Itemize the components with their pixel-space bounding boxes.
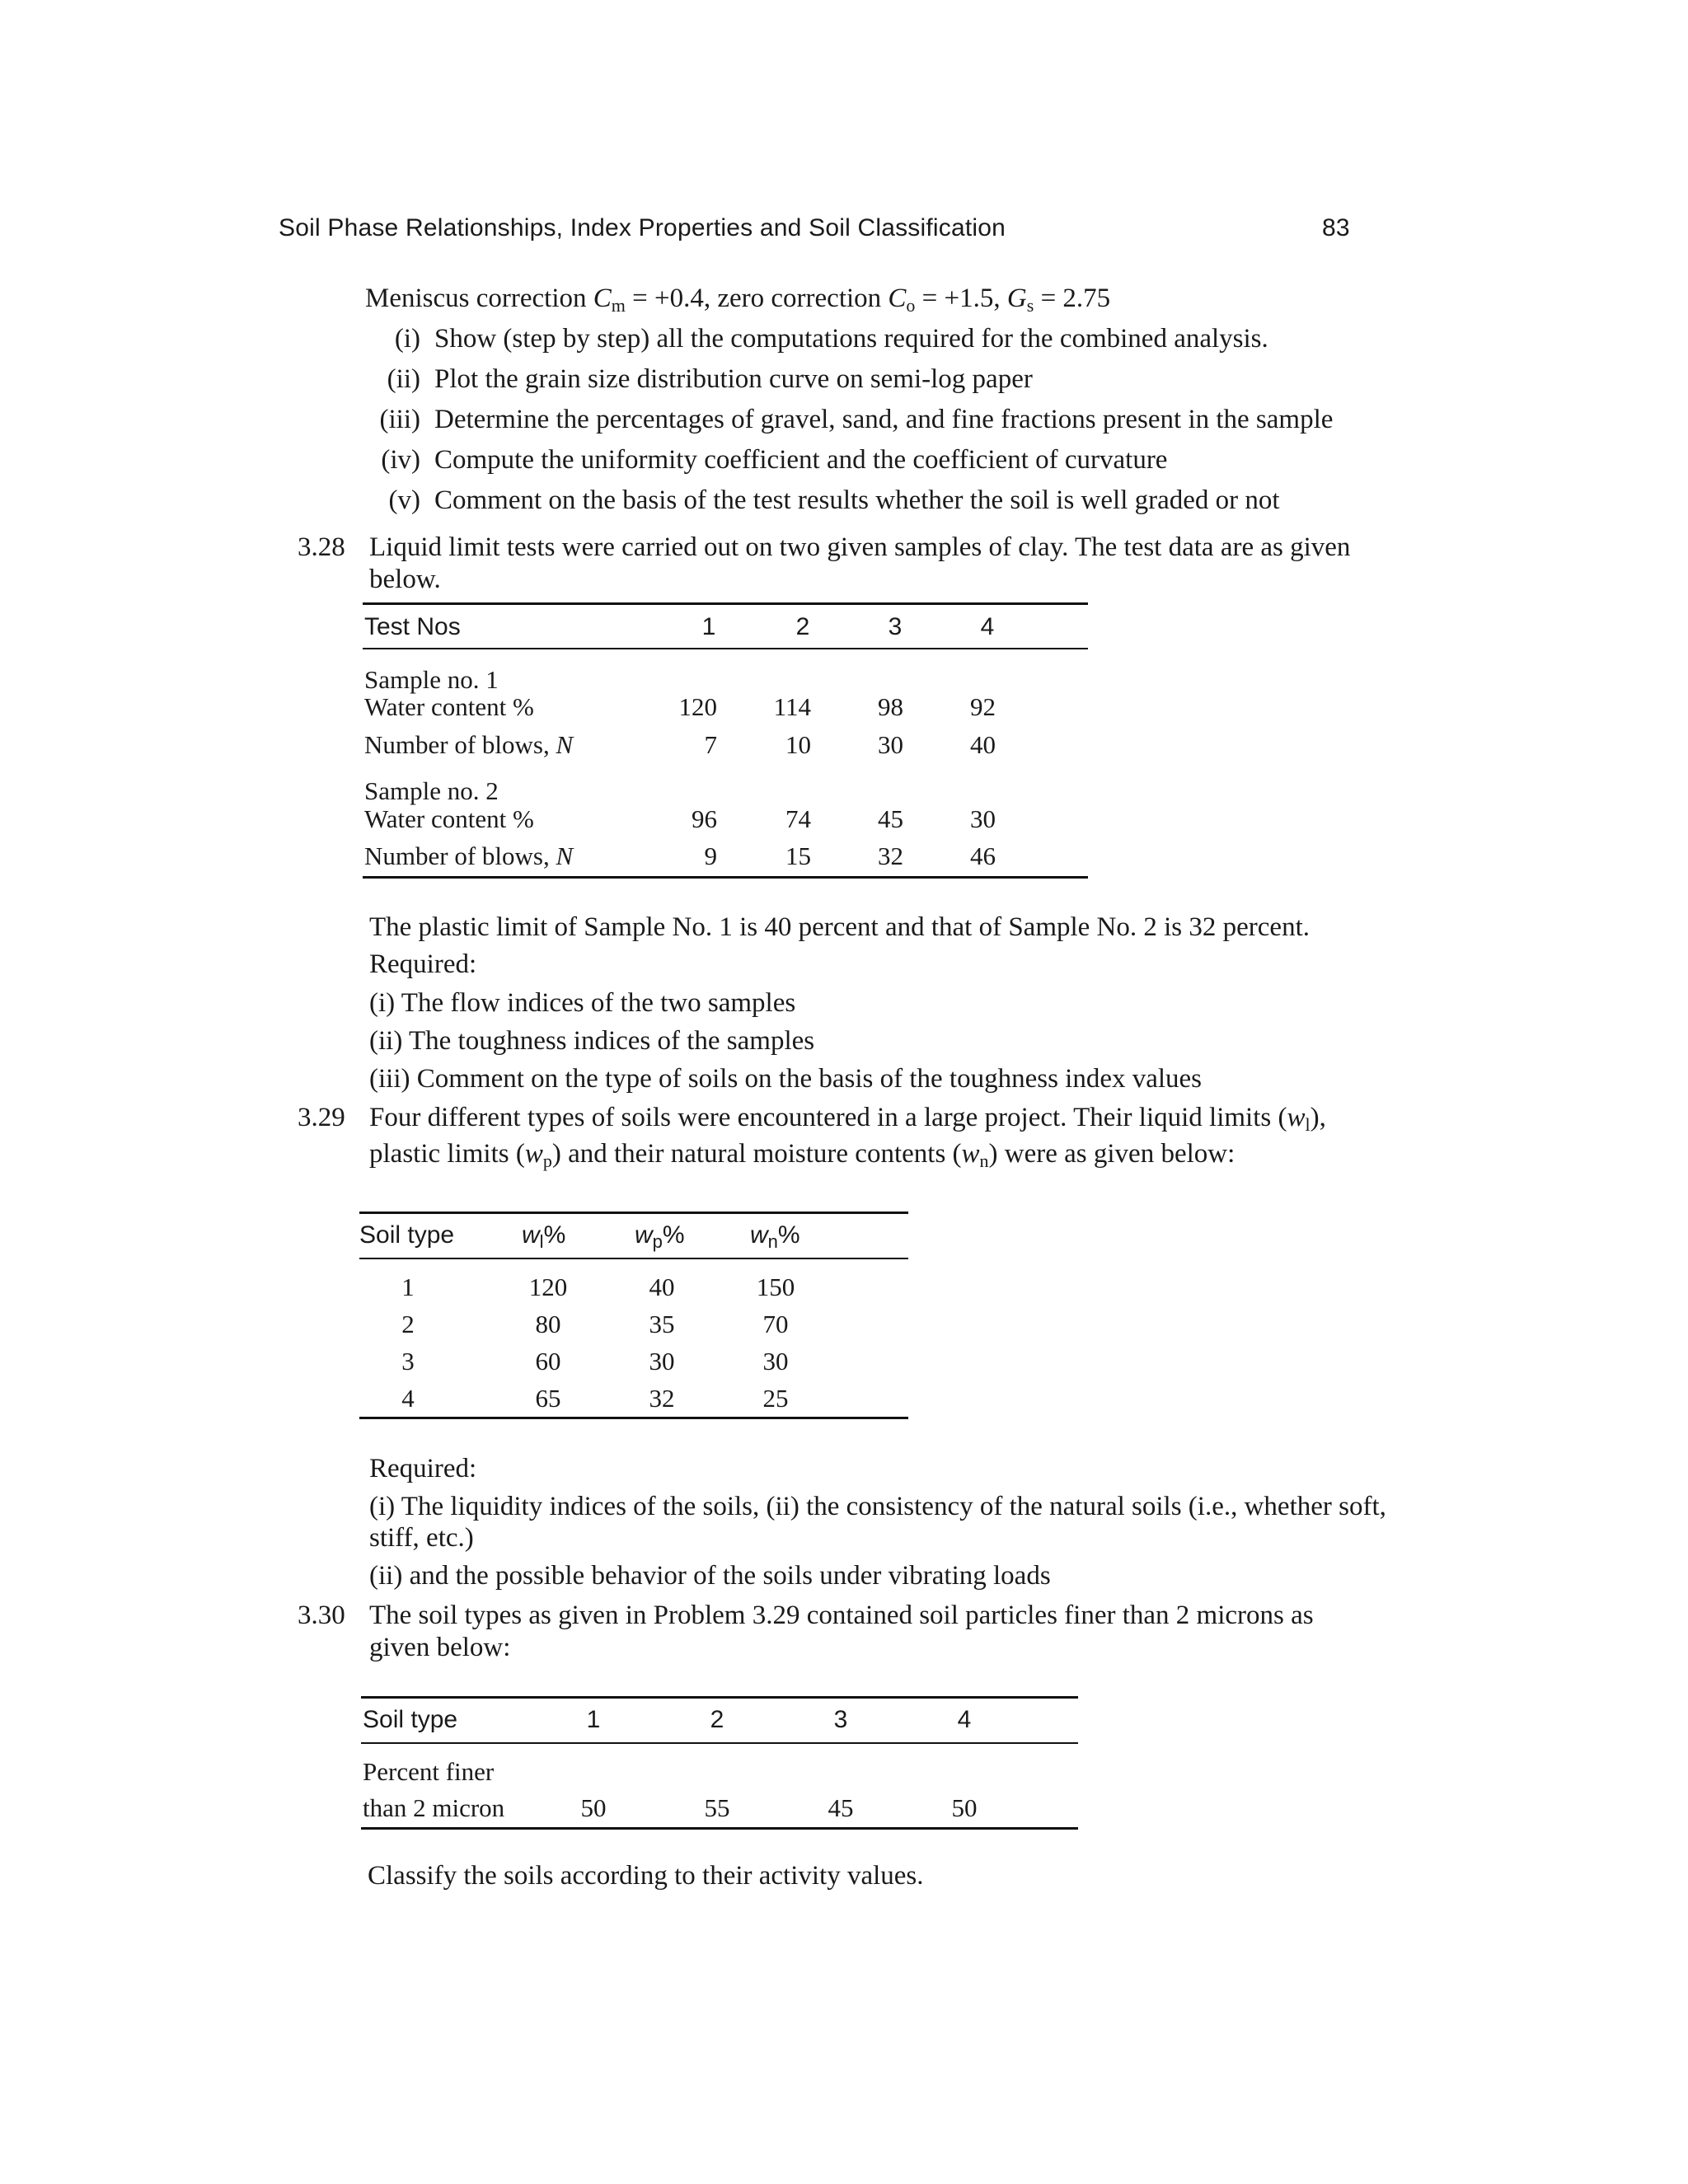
- row-label: than 2 micron: [363, 1793, 505, 1822]
- table-header-cell: 2: [710, 1706, 724, 1733]
- table-cell: 45: [828, 1793, 854, 1822]
- table-header-cell: 4: [980, 613, 995, 640]
- sample-label: Sample no. 2: [364, 776, 499, 805]
- table-cell: 40: [970, 730, 996, 759]
- problem-text-line: given below:: [369, 1633, 511, 1662]
- problem-number: 3.29: [298, 1103, 345, 1132]
- table-header-cell: 1: [586, 1706, 601, 1733]
- wn-subscript: n: [767, 1231, 778, 1252]
- table-bottom-rule: [361, 1827, 1078, 1830]
- text-span: plastic limits (: [369, 1139, 525, 1169]
- cm-variable: C: [593, 284, 612, 313]
- intro-item-number: (ii): [387, 364, 420, 394]
- required-item: (ii) and the possible behavior of the soils under vibrating loads: [369, 1561, 1051, 1591]
- meniscus-text-2: = +0.4, zero correction: [625, 284, 889, 313]
- blows-variable: N: [556, 841, 574, 870]
- problem-text-line: [369, 1141, 1235, 1170]
- table-header-rule: [363, 648, 1088, 649]
- table-cell: 120: [678, 692, 717, 721]
- table-header-cell: 2: [795, 613, 810, 640]
- blows-variable: N: [556, 730, 574, 759]
- row-label: Water content %: [364, 804, 534, 833]
- row-label: [364, 730, 573, 760]
- text-span: ),: [1310, 1103, 1326, 1132]
- table-header-cell: 1: [701, 613, 716, 640]
- intro-item-number: (v): [388, 485, 420, 515]
- table-header-cell: 3: [833, 1706, 848, 1733]
- co-subscript: o: [906, 295, 916, 316]
- table-cell: 30: [970, 804, 996, 833]
- table-cell: 70: [762, 1310, 789, 1338]
- table-cell: 40: [649, 1272, 675, 1301]
- wn-subscript: n: [979, 1151, 989, 1171]
- wl-subscript: l: [1305, 1114, 1311, 1135]
- table-cell: 92: [970, 692, 996, 721]
- table-header-cell: Test Nos: [364, 613, 461, 640]
- table-cell: 60: [535, 1347, 561, 1376]
- page-number: 83: [1322, 214, 1350, 241]
- cm-subscript: m: [611, 295, 626, 316]
- intro-item-number: (iii): [379, 405, 420, 434]
- text-span: Four different types of soils were encountered in a large project. Their liquid limits (: [369, 1103, 1287, 1132]
- required-item: stiff, etc.): [369, 1523, 474, 1553]
- meniscus-text-4: = 2.75: [1034, 284, 1111, 313]
- intro-item-text: Show (step by step) all the computations required for the combined analysis.: [434, 324, 1268, 354]
- gs-variable: G: [1006, 284, 1027, 313]
- table-cell: 7: [704, 730, 717, 759]
- table-header-cell: Soil type: [359, 1221, 455, 1249]
- required-item: (i) The flow indices of the two samples: [369, 988, 796, 1018]
- meniscus-text-3: = +1.5,: [915, 284, 1007, 313]
- table-cell: 3: [401, 1347, 415, 1376]
- wl-variable: w: [1287, 1103, 1306, 1132]
- table-cell: 1: [401, 1272, 415, 1301]
- table-cell: 114: [773, 692, 811, 721]
- table-bottom-rule: [363, 876, 1088, 879]
- gs-subscript: s: [1026, 295, 1034, 316]
- wp-variable: w: [524, 1139, 543, 1169]
- text-span: ) were as given below:: [988, 1139, 1236, 1169]
- intro-item-number: (i): [394, 324, 420, 354]
- text-span: ) and their natural moisture contents (: [551, 1139, 962, 1169]
- intro-item-text: Comment on the basis of the test results whether the soil is well graded or not: [434, 485, 1280, 515]
- meniscus-line: [365, 285, 1110, 315]
- table-cell: 46: [970, 841, 996, 870]
- paragraph: The plastic limit of Sample No. 1 is 40 percent and that of Sample No. 2 is 32 percent.: [369, 912, 1310, 942]
- table-header-rule: [359, 1258, 908, 1259]
- intro-item-number: (iv): [381, 445, 420, 475]
- table-cell: 80: [535, 1310, 561, 1338]
- table-cell: 45: [878, 804, 903, 833]
- table-cell: 9: [704, 841, 717, 870]
- table-cell: 120: [528, 1272, 568, 1301]
- closing-instruction: Classify the soils according to their activity values.: [368, 1861, 924, 1891]
- table-cell: 74: [785, 804, 811, 833]
- meniscus-text-1: Meniscus correction: [365, 284, 593, 313]
- wp-subscript: p: [652, 1231, 663, 1252]
- table-header-rule: [361, 1742, 1078, 1744]
- running-title: Soil Phase Relationships, Index Properties and Soil Classification: [279, 214, 1006, 241]
- table-top-rule: [361, 1696, 1078, 1699]
- table-cell: 2: [401, 1310, 415, 1338]
- table-cell: 150: [756, 1272, 795, 1301]
- intro-item-text: Plot the grain size distribution curve on semi-log paper: [434, 364, 1033, 394]
- table-top-rule: [359, 1212, 908, 1214]
- required-label: Required:: [369, 1454, 477, 1483]
- table-cell: 50: [951, 1793, 978, 1822]
- table-cell: 30: [878, 730, 903, 759]
- blows-label-text: Number of blows,: [364, 841, 556, 870]
- wn-variable: w: [961, 1139, 980, 1169]
- row-label: Percent finer: [363, 1757, 495, 1786]
- table-cell: 96: [692, 804, 717, 833]
- table-header-cell: [522, 1221, 565, 1253]
- percent-sign: %: [662, 1221, 685, 1249]
- problem-number: 3.28: [298, 532, 345, 562]
- table-top-rule: [363, 602, 1088, 605]
- table-bottom-rule: [359, 1417, 908, 1419]
- table-cell: 10: [785, 730, 811, 759]
- table-header-cell: Soil type: [363, 1706, 458, 1733]
- wl-subscript: l: [539, 1231, 544, 1252]
- problem-number: 3.30: [298, 1601, 345, 1630]
- table-cell: 32: [878, 841, 903, 870]
- required-label: Required:: [369, 949, 477, 979]
- table-cell: 50: [580, 1793, 607, 1822]
- wp-variable: w: [635, 1221, 653, 1249]
- table-header-cell: [635, 1221, 685, 1253]
- problem-text-line: [369, 1104, 1326, 1134]
- co-variable: C: [888, 284, 907, 313]
- table-cell: 30: [762, 1347, 789, 1376]
- problem-text-line: below.: [369, 565, 441, 594]
- table-cell: 30: [649, 1347, 675, 1376]
- blows-label-text: Number of blows,: [364, 730, 556, 759]
- table-header-cell: [750, 1221, 800, 1253]
- table-cell: 25: [762, 1384, 789, 1413]
- table-cell: 4: [401, 1384, 415, 1413]
- problem-text-line: The soil types as given in Problem 3.29 contained soil particles finer than 2 microns as: [369, 1601, 1314, 1630]
- table-cell: 35: [649, 1310, 675, 1338]
- table-header-cell: 3: [888, 613, 903, 640]
- table-cell: 32: [649, 1384, 675, 1413]
- row-label: Water content %: [364, 692, 534, 721]
- intro-item-text: Compute the uniformity coefficient and the coefficient of curvature: [434, 445, 1168, 475]
- required-item: (ii) The toughness indices of the samples: [369, 1026, 815, 1056]
- table-cell: 15: [785, 841, 811, 870]
- problem-text-line: Liquid limit tests were carried out on two given samples of clay. The test data are as given: [369, 532, 1351, 562]
- wn-variable: w: [750, 1221, 768, 1249]
- wl-variable: w: [522, 1221, 540, 1249]
- table-cell: 98: [878, 692, 903, 721]
- sample-label: Sample no. 1: [364, 665, 499, 694]
- table-header-cell: 4: [957, 1706, 972, 1733]
- table-cell: 55: [704, 1793, 730, 1822]
- required-item: (iii) Comment on the type of soils on the basis of the toughness index values: [369, 1064, 1203, 1094]
- table-cell: 65: [535, 1384, 561, 1413]
- percent-sign: %: [543, 1221, 566, 1249]
- row-label: [364, 841, 573, 871]
- wp-subscript: p: [542, 1151, 552, 1171]
- required-item: (i) The liquidity indices of the soils, (ii) the consistency of the natural soils (i.e., whether soft,: [369, 1492, 1386, 1521]
- percent-sign: %: [777, 1221, 800, 1249]
- intro-item-text: Determine the percentages of gravel, sand, and fine fractions present in the sample: [434, 405, 1334, 434]
